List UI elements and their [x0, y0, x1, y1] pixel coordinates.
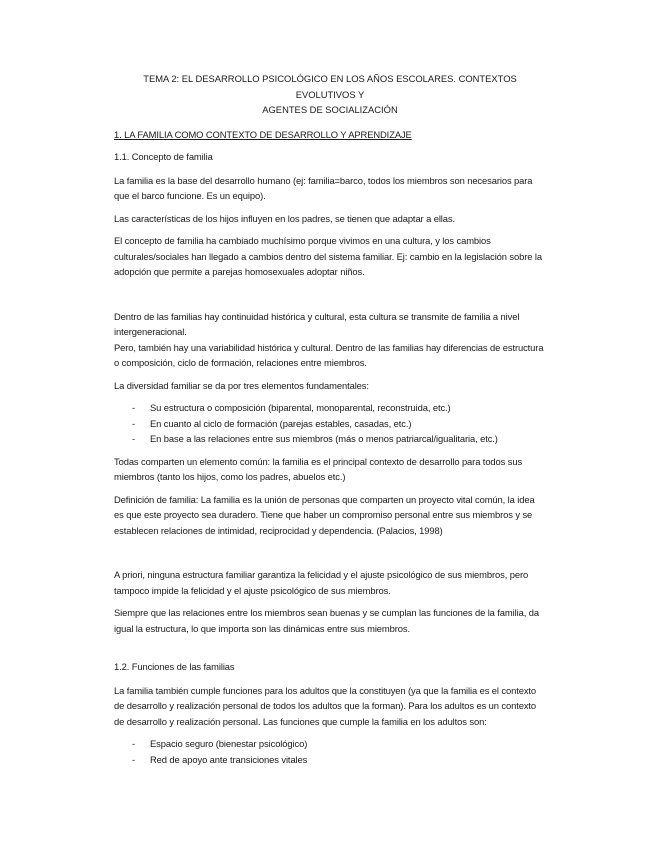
- paragraph-funciones-adultos: La familia también cumple funciones para los adultos que la constituyen (ya que la familia es el contexto de desarrollo y realización personal de todos los adultos que la forman). Para los adultos es un contexto de desarrollo y realización personal. Las funciones que cumple la familia en los adultos son:: [114, 684, 537, 727]
- bullet-marker: -: [132, 753, 136, 765]
- page-title: [114, 71, 546, 118]
- bullet-marker: -: [132, 433, 136, 444]
- paragraph-diversidad: La diversidad familiar se da por tres elementos fundamentales:: [114, 379, 369, 391]
- list-item: [114, 736, 546, 752]
- list-item-text: En cuanto al ciclo de formación (parejas estables, casadas, etc.): [150, 417, 412, 429]
- paragraph-siempre-que: Siempre que las relaciones entre los miembros sean buenas y se cumplan las funciones de la familia, da igual la estructura, lo que importa son las dinámicas entre sus miembros.: [114, 607, 539, 634]
- list-item: [114, 431, 546, 447]
- title-line-1: TEMA 2: EL DESARROLLO PSICOLÓGICO EN LOS AÑOS ESCOLARES. CONTEXTOS EVOLUTIVOS Y: [143, 73, 517, 100]
- diversity-bullet-list: [114, 400, 546, 447]
- paragraph-a-priori: A priori, ninguna estructura familiar garantiza la felicidad y el ajuste psicológico de sus miembros, pero tampoco impide la felicidad y el ajuste psicológico de sus miembros.: [114, 569, 529, 596]
- paragraph-familia-base: La familia es la base del desarrollo humano (ej: familia=barco, todos los miembros son necesarios para que el barco funcione. Es un equipo).: [114, 174, 533, 201]
- paragraph-variabilidad: Pero, también hay una variabilidad histórica y cultural. Dentro de las familias hay diferencias de estructura o composición, ciclo de formación, relaciones entre miembros.: [114, 341, 544, 368]
- list-item: [114, 752, 546, 768]
- list-item-text: Red de apoyo ante transiciones vitales: [150, 753, 308, 765]
- functions-bullet-list: [114, 736, 546, 767]
- bullet-marker: -: [132, 738, 136, 749]
- subsection-heading-funciones: 1.2. Funciones de las familias: [114, 661, 235, 672]
- list-item: [114, 400, 546, 416]
- paragraph-definicion-familia: Definición de familia: La familia es la unión de personas que comparten un proyecto vital común, la idea es que este proyecto sea duradero. Tiene que haber un compromiso personal entre sus miembros y se establecen relaciones de intimidad, reciprocidad y dependencia. (Palacios, 1998): [114, 493, 535, 536]
- title-line-2: AGENTES DE SOCIALIZACIÓN: [262, 104, 398, 115]
- paragraph-elemento-comun: Todas comparten un elemento común: la familia es el principal contexto de desarrollo para todos sus miembros (tanto los hijos, como los padres, abuelos etc.): [114, 455, 523, 482]
- section-heading: 1. LA FAMILIA COMO CONTEXTO DE DESARROLLO Y APRENDIZAJE: [114, 128, 412, 140]
- bullet-marker: -: [132, 417, 136, 429]
- paragraph-concepto-cambiado: El concepto de familia ha cambiado muchísimo porque vivimos en una cultura, y los cambios culturales/sociales han llegado a cambios dentro del sistema familiar. Ej: cambio en la legislación sobre la adopción que permite a parejas homosexuales adoptar niños.: [114, 235, 542, 277]
- paragraph-caracteristicas-hijos: Las características de los hijos influyen en los padres, se tienen que adaptar a ellas.: [114, 212, 455, 224]
- paragraph-continuidad: Dentro de las familias hay continuidad histórica y cultural, esta cultura se transmite de familia a nivel intergeneracional.: [114, 310, 520, 337]
- bullet-marker: -: [132, 402, 136, 413]
- list-item-text: Su estructura o composición (biparental, monoparental, reconstruida, etc.): [150, 402, 451, 413]
- subsection-heading-concepto: 1.1. Concepto de familia: [114, 151, 213, 162]
- list-item-text: En base a las relaciones entre sus miembros (más o menos patriarcal/igualitaria, etc.): [150, 433, 498, 444]
- list-item: [114, 416, 546, 432]
- document-content: [114, 71, 546, 774]
- list-item-text: Espacio seguro (bienestar psicológico): [150, 738, 308, 749]
